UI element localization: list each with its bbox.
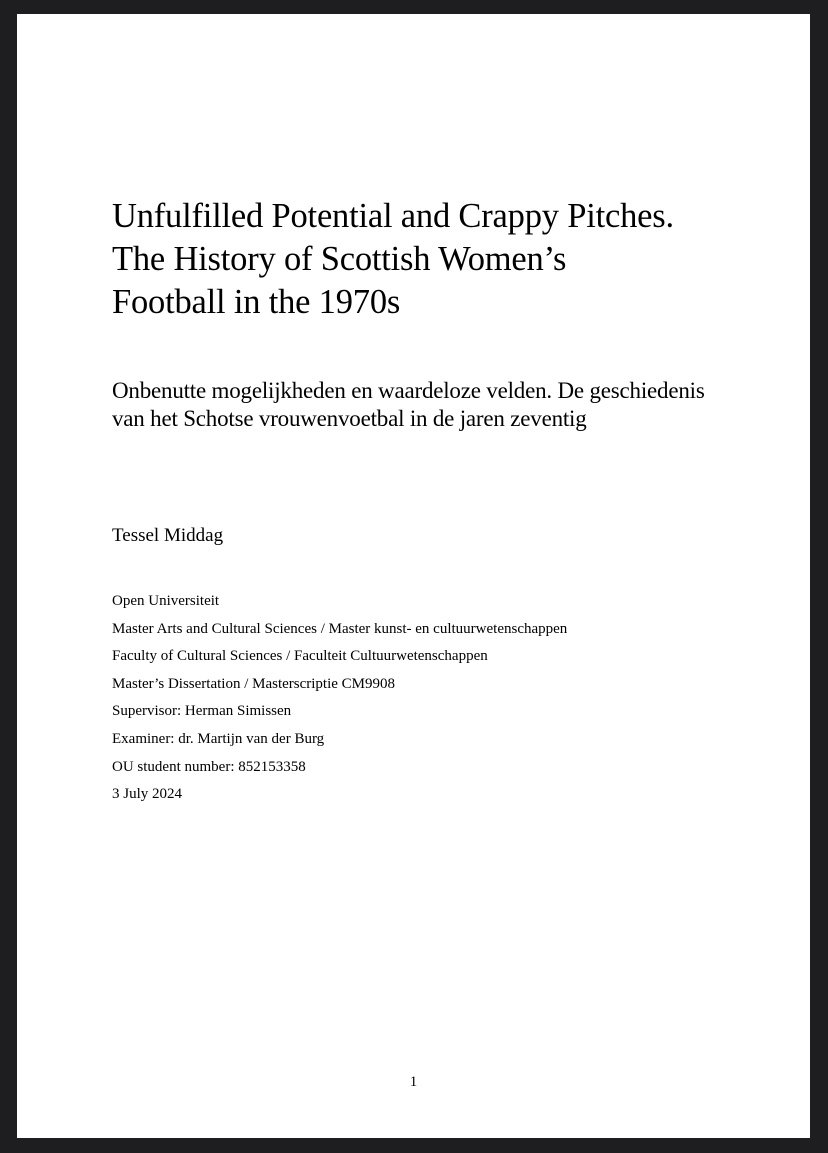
thesis-title	[112, 195, 752, 324]
detail-faculty: Faculty of Cultural Sciences / Faculteit Cultuurwetenschappen	[112, 648, 488, 665]
thesis-title-line-3: Football in the 1970s	[112, 283, 401, 321]
page-number: 1	[409, 1074, 418, 1090]
thesis-details-list	[112, 588, 567, 809]
document-page	[17, 14, 810, 1138]
detail-university: Open Universiteit	[112, 593, 220, 609]
thesis-subtitle-line-1: Onbenutte mogelijkheden en waardeloze velden. De geschiedenis	[112, 378, 705, 403]
thesis-subtitle	[112, 377, 752, 433]
thesis-title-line-2: The History of Scottish Women’s	[112, 240, 567, 278]
detail-programme: Master Arts and Cultural Sciences / Master kunst- en cultuurwetenschappen	[112, 620, 568, 637]
thesis-title-line-1: Unfulfilled Potential and Crappy Pitches.	[112, 197, 674, 235]
detail-date: 3 July 2024	[112, 786, 183, 803]
thesis-subtitle-line-2: van het Schotse vrouwenvoetbal in de jaren zeventig	[112, 406, 587, 431]
author-name: Tessel Middag	[112, 525, 224, 546]
detail-dissertation: Master’s Dissertation / Masterscriptie CM9908	[112, 675, 396, 692]
detail-examiner: Examiner: dr. Martijn van der Burg	[112, 730, 325, 747]
detail-student-number: OU student number: 852153358	[112, 758, 306, 775]
detail-supervisor: Supervisor: Herman Simissen	[112, 703, 292, 720]
